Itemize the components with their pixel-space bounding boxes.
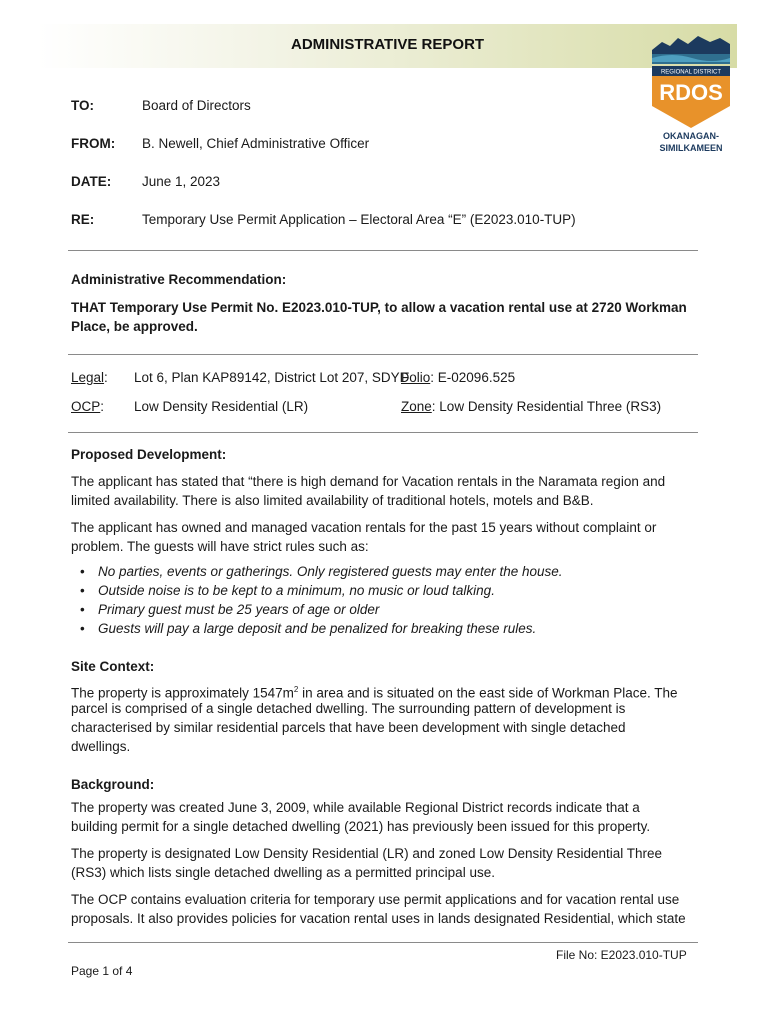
recommendation-line-2: Place, be approved.: [71, 319, 198, 334]
background-p1-line-2: building permit for a single detached dwelling (2021) has previously been issued for this property.: [71, 819, 651, 834]
to-label: TO:: [71, 98, 94, 113]
page-number: Page 1 of 4: [71, 964, 133, 978]
proposed-heading: Proposed Development:: [71, 447, 227, 462]
date-value: June 1, 2023: [142, 174, 221, 189]
folio-value: E-02096.525: [437, 370, 516, 385]
site-line-3: characterised by similar residential parcels that have been development with single detached: [71, 720, 626, 735]
background-p2-line-2: (RS3) which lists single detached dwelling as a permitted principal use.: [71, 865, 495, 880]
site-line-4: dwellings.: [71, 739, 131, 754]
logo-line2: SIMILKAMEEN: [659, 143, 723, 153]
list-item: • Outside noise is to be kept to a minimum, no music or loud talking.: [80, 581, 563, 600]
zone-value: Low Density Residential Three (RS3): [439, 399, 662, 414]
ocp-row: OCP:: [71, 399, 105, 414]
folio-label: Folio: [401, 370, 431, 385]
footer-divider: [68, 942, 698, 943]
divider: [68, 354, 698, 355]
recommendation-heading: Administrative Recommendation:: [71, 272, 287, 287]
ocp-label: OCP: [71, 399, 101, 414]
background-heading: Background:: [71, 777, 155, 792]
site-heading: Site Context:: [71, 659, 155, 674]
site-line-1-sup: 2: [293, 685, 299, 694]
divider: [68, 250, 698, 251]
re-value: Temporary Use Permit Application – Electoral Area “E” (E2023.010-TUP): [142, 212, 576, 227]
site-line-1b: in area and is situated on the east side of Workman Place. The: [298, 685, 678, 701]
folio-row: Folio: E-02096.525: [401, 370, 516, 385]
site-line-1a: The property is approximately 1547m: [71, 685, 294, 701]
logo-abbr: RDOS: [659, 80, 723, 105]
date-label: DATE:: [71, 174, 112, 189]
list-item: • Guests will pay a large deposit and be penalized for breaking these rules.: [80, 619, 563, 638]
background-p1-line-1: The property was created June 3, 2009, while available Regional District records indicate that a: [71, 800, 640, 815]
proposed-p2-line-1: The applicant has owned and managed vacation rentals for the past 15 years without complaint or: [71, 520, 657, 535]
from-value: B. Newell, Chief Administrative Officer: [142, 136, 370, 151]
background-p2-line-1: The property is designated Low Density Residential (LR) and zoned Low Density Residential Three: [71, 846, 663, 861]
list-item: • No parties, events or gatherings. Only registered guests may enter the house.: [80, 562, 563, 581]
rdos-logo: [648, 32, 734, 154]
rules-list: [80, 562, 563, 638]
legal-row: Legal:: [71, 370, 108, 385]
logo-top-text: REGIONAL DISTRICT: [660, 69, 722, 76]
divider: [68, 432, 698, 433]
ocp-value: Low Density Residential (LR): [134, 399, 309, 414]
legal-label: Legal: [71, 370, 105, 385]
zone-label: Zone: [401, 399, 432, 414]
page-title: ADMINISTRATIVE REPORT: [291, 36, 485, 53]
site-line-2: parcel is comprised of a single detached dwelling. The surrounding pattern of development is: [71, 701, 626, 716]
proposed-p1-line-1: The applicant has stated that “there is high demand for Vacation rentals in the Naramata region and: [71, 474, 666, 489]
list-item: • Primary guest must be 25 years of age or older: [80, 600, 563, 619]
proposed-p1-line-2: limited availability. There is also limited availability of traditional hotels, motels and B&B.: [71, 493, 594, 508]
from-label: FROM:: [71, 136, 116, 151]
background-p3-line-2: proposals. It also provides policies for vacation rental uses in lands designated Residential, which state: [71, 911, 686, 926]
legal-value: Lot 6, Plan KAP89142, District Lot 207, SDYD: [134, 370, 410, 385]
to-value: Board of Directors: [142, 98, 251, 113]
file-number: File No: E2023.010-TUP: [556, 948, 687, 962]
re-label: RE:: [71, 212, 95, 227]
proposed-p2-line-2: problem. The guests will have strict rules such as:: [71, 539, 369, 554]
background-p3-line-1: The OCP contains evaluation criteria for temporary use permit applications and for vacation rental use: [71, 892, 680, 907]
logo-line1: OKANAGAN-: [663, 131, 719, 141]
zone-row: Zone: Low Density Residential Three (RS3): [401, 399, 662, 414]
recommendation-line-1: THAT Temporary Use Permit No. E2023.010-TUP, to allow a vacation rental use at 2720 Workman: [71, 300, 687, 315]
